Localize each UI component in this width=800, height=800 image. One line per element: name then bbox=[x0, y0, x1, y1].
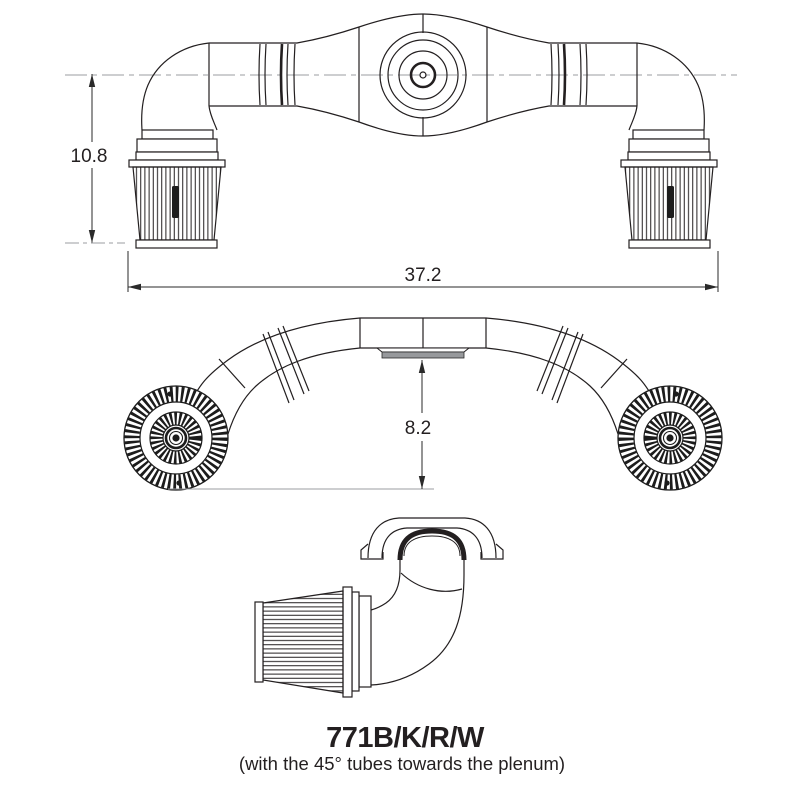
product-code: 771B/K/R/W bbox=[326, 722, 484, 754]
dimension-height-label: 10.8 bbox=[70, 146, 108, 167]
caption-note: (with the 45° tubes towards the plenum) bbox=[238, 753, 566, 774]
dimension-depth-label: 8.2 bbox=[404, 418, 432, 439]
side-view bbox=[255, 518, 503, 697]
caption bbox=[239, 722, 565, 774]
front-left-arm bbox=[129, 14, 423, 248]
dimension-width-label: 37.2 bbox=[404, 265, 442, 286]
dimension-width bbox=[128, 251, 718, 292]
filter-side bbox=[255, 587, 371, 697]
top-view bbox=[124, 318, 722, 490]
plenum-flange-side bbox=[361, 518, 503, 560]
front-right-arm bbox=[423, 14, 717, 248]
top-left-arm bbox=[124, 318, 423, 490]
elbow-tube bbox=[371, 560, 464, 685]
front-view bbox=[65, 14, 737, 248]
top-right-arm bbox=[423, 318, 722, 490]
dimension-height bbox=[64, 74, 125, 243]
plenum-flange-top bbox=[377, 348, 469, 358]
